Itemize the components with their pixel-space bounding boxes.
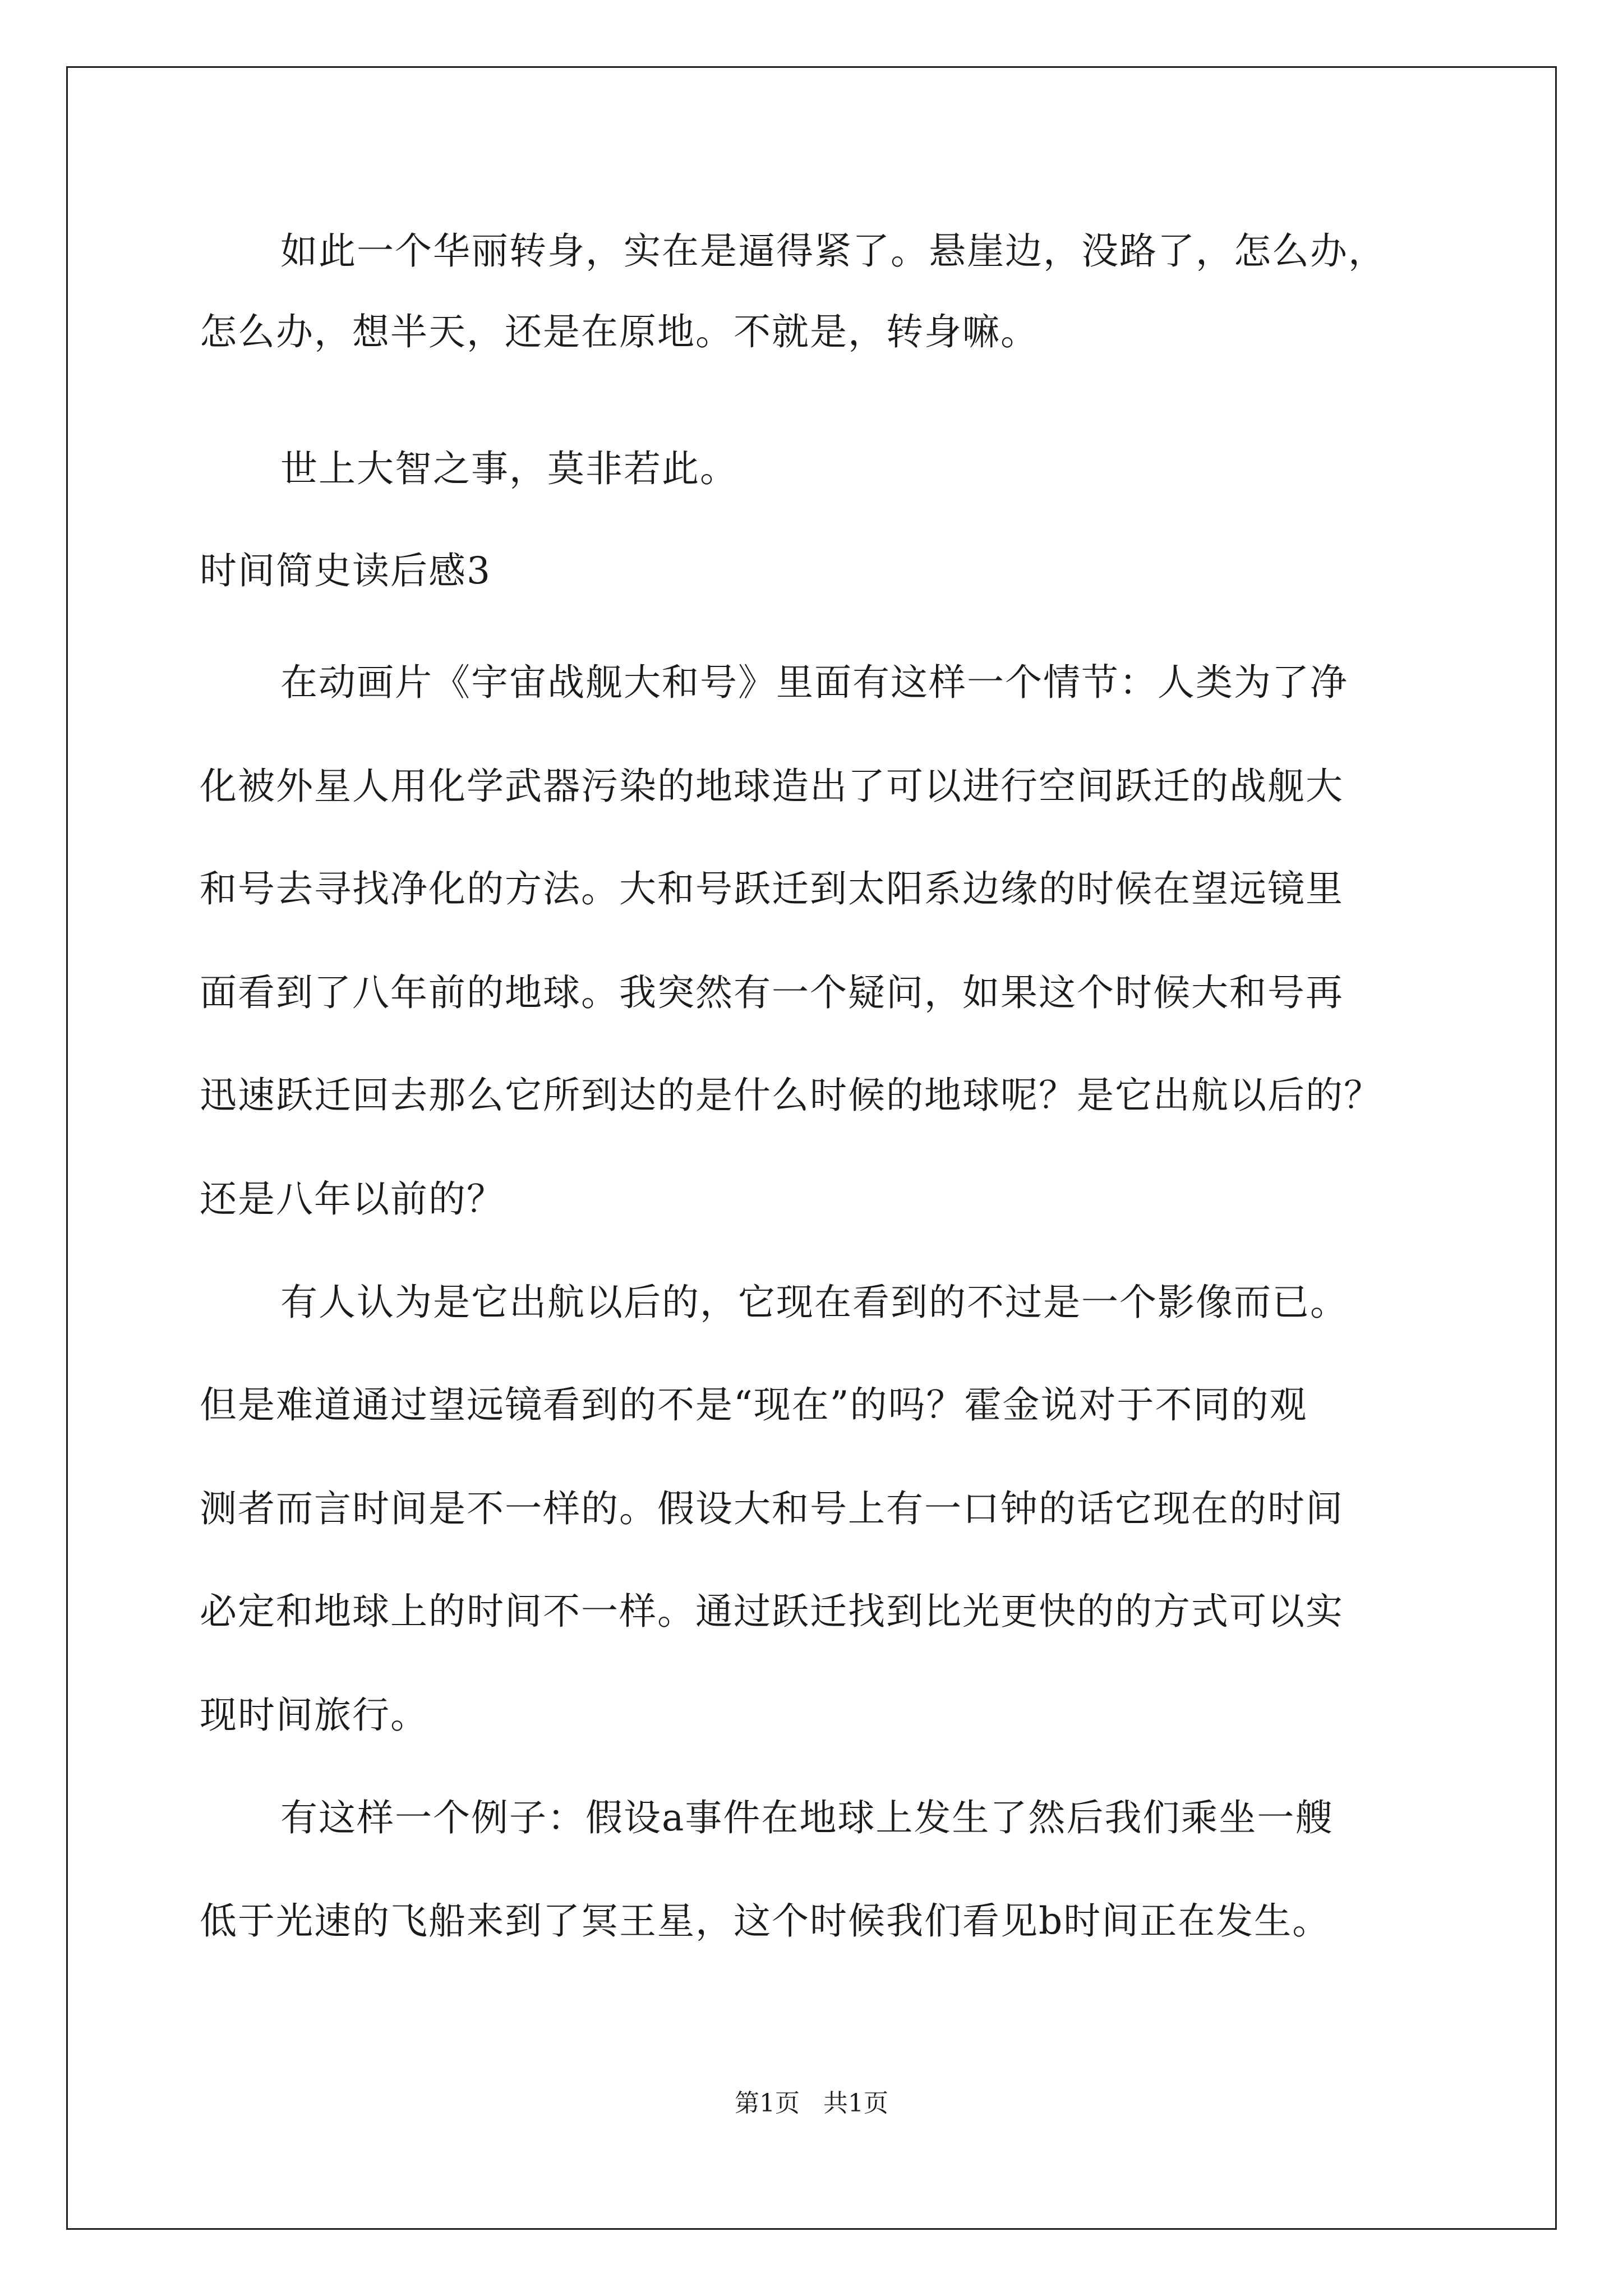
paragraph-line: 如此一个华丽转身，实在是逼得紧了。悬崖边，没路了，怎么办， [280,229,1386,273]
paragraph-line: 测者而言时间是不一样的。假设大和号上有一口钟的话它现在的时间 [200,1487,1344,1530]
paragraph-line: 必定和地球上的时间不一样。通过跃迁找到比光更快的的方式可以实 [200,1590,1344,1633]
paragraph-line: 面看到了八年前的地球。我突然有一个疑问，如果这个时候大和号再 [200,971,1344,1014]
paragraph-line: 和号去寻找净化的方法。大和号跃迁到太阳系边缘的时候在望远镜里 [200,867,1344,910]
paragraph-line: 世上大智之事，莫非若此。 [280,447,738,490]
page-footer: 第1页 共1页 [735,2089,888,2118]
paragraph-line: 有人认为是它出航以后的，它现在看到的不过是一个影像而已。 [280,1281,1348,1324]
paragraph-line: 化被外星人用化学武器污染的地球造出了可以进行空间跃迁的战舰大 [200,765,1344,808]
paragraph-line: 现时间旅行。 [200,1694,428,1737]
paragraph-line: 还是八年以前的？ [200,1177,505,1221]
paragraph-line: 在动画片《宇宙战舰大和号》里面有这样一个情节：人类为了净 [280,661,1348,704]
paragraph-line: 低于光速的飞船来到了冥王星，这个时候我们看见b时间正在发生。 [200,1899,1331,1943]
paragraph-line: 怎么办，想半天，还是在原地。不就是，转身嘛。 [200,310,1039,353]
paragraph-line: 但是难道通过望远镜看到的不是“现在”的吗？霍金说对于不同的观 [200,1383,1308,1427]
section-heading: 时间简史读后感3 [200,549,491,592]
paragraph-line: 迅速跃迁回去那么它所到达的是什么时候的地球呢？是它出航以后的？ [200,1074,1382,1117]
paragraph-line: 有这样一个例子：假设a事件在地球上发生了然后我们乘坐一艘 [280,1796,1334,1839]
